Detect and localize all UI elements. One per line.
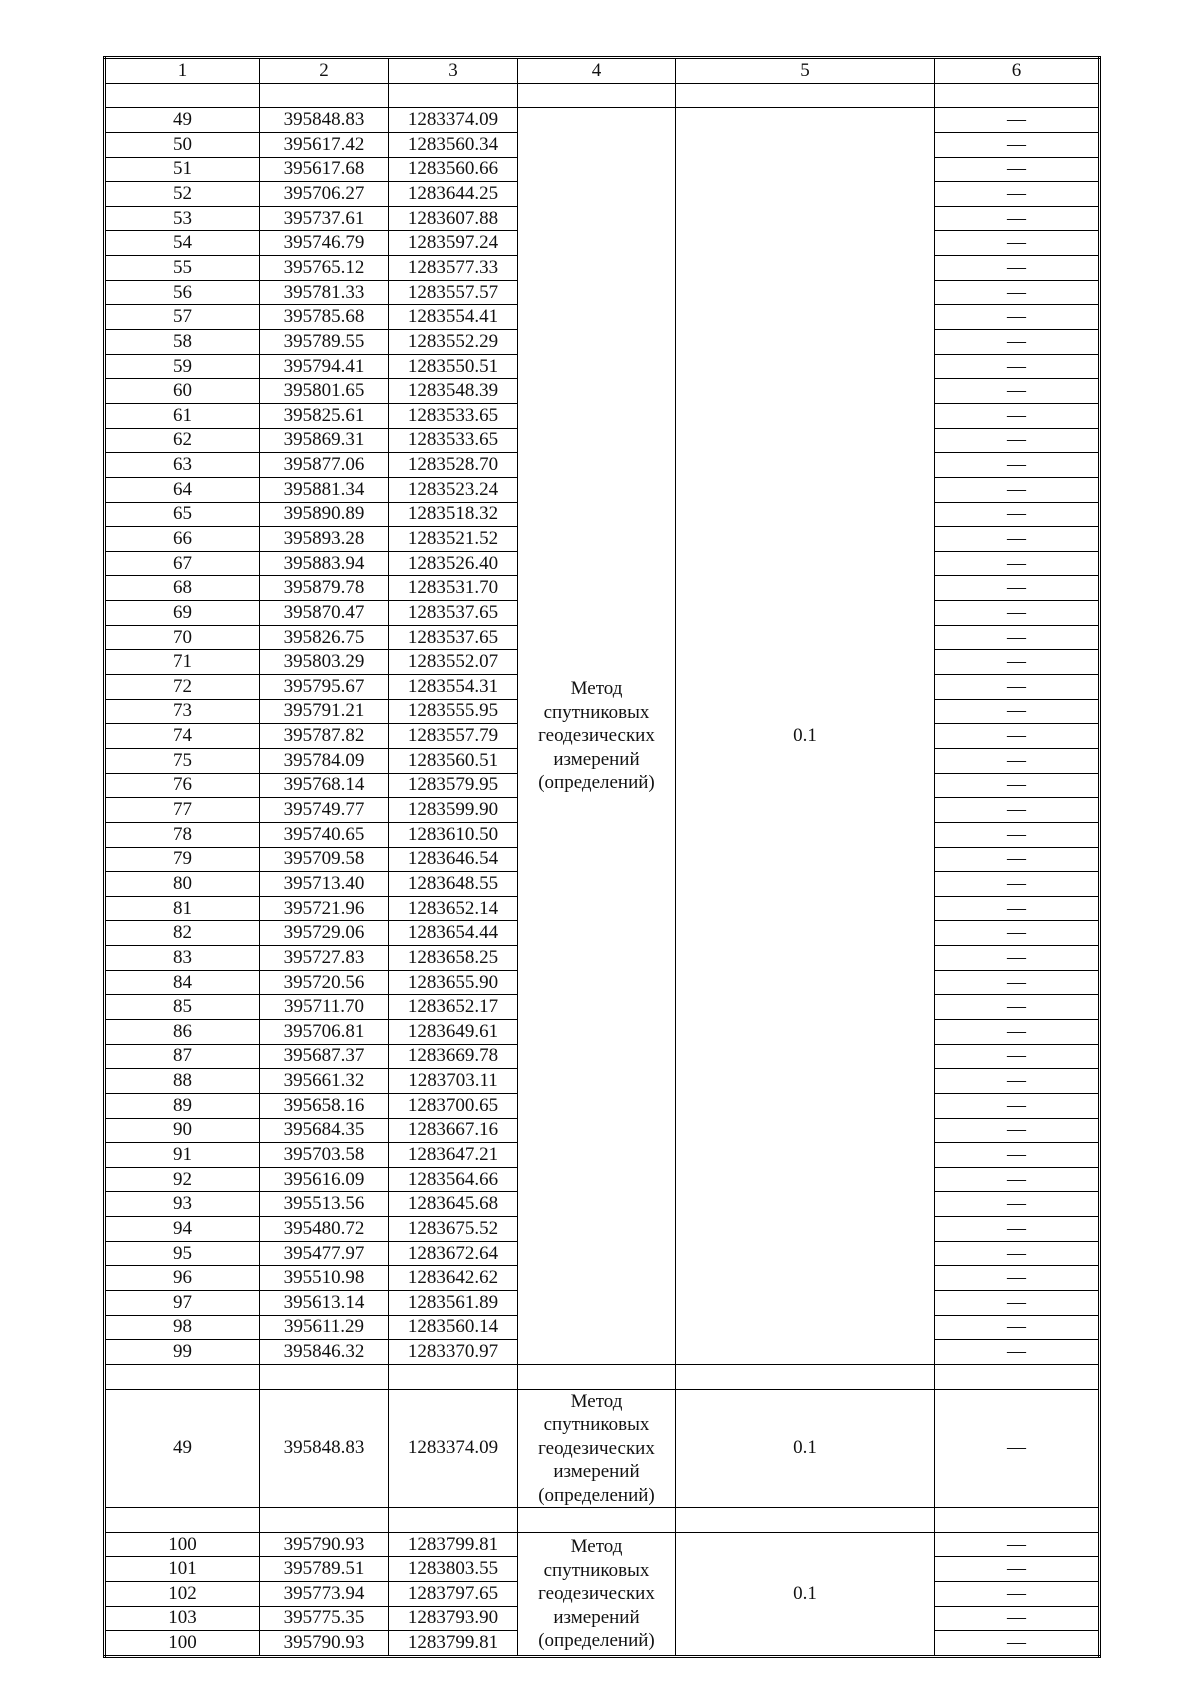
coordinate-x-cell: 395661.32: [260, 1069, 389, 1094]
description-cell: —: [935, 1557, 1100, 1582]
point-number-cell: 87: [105, 1044, 260, 1069]
description-cell: —: [935, 847, 1100, 872]
point-number-cell: 79: [105, 847, 260, 872]
description-cell: —: [935, 428, 1100, 453]
coordinate-x-cell: 395711.70: [260, 995, 389, 1020]
coordinate-y-cell: 1283799.81: [389, 1532, 518, 1557]
coordinate-x-cell: 395785.68: [260, 305, 389, 330]
coordinate-y-cell: 1283675.52: [389, 1217, 518, 1242]
coordinate-x-cell: 395720.56: [260, 970, 389, 995]
method-cell: Метод спутниковых геодезических измерений (определений): [518, 1532, 676, 1656]
empty-cell: [389, 1508, 518, 1533]
coordinate-y-cell: 1283672.64: [389, 1241, 518, 1266]
point-number-cell: 52: [105, 182, 260, 207]
point-number-cell: 88: [105, 1069, 260, 1094]
description-cell: —: [935, 1167, 1100, 1192]
description-cell: —: [935, 1291, 1100, 1316]
description-cell: —: [935, 699, 1100, 724]
coordinate-y-cell: 1283518.32: [389, 502, 518, 527]
empty-cell: [389, 1364, 518, 1389]
coordinate-x-cell: 395890.89: [260, 502, 389, 527]
coordinate-x-cell: 395790.93: [260, 1631, 389, 1657]
coordinate-x-cell: 395825.61: [260, 403, 389, 428]
description-cell: —: [935, 675, 1100, 700]
coordinate-y-cell: 1283564.66: [389, 1167, 518, 1192]
coordinate-y-cell: 1283533.65: [389, 403, 518, 428]
point-number-cell: 74: [105, 724, 260, 749]
description-cell: —: [935, 601, 1100, 626]
point-number-cell: 61: [105, 403, 260, 428]
point-number-cell: 96: [105, 1266, 260, 1291]
coordinate-y-cell: 1283526.40: [389, 551, 518, 576]
point-number-cell: 76: [105, 773, 260, 798]
empty-cell: [676, 83, 935, 108]
empty-cell: [105, 1508, 260, 1533]
description-cell: —: [935, 132, 1100, 157]
coordinate-x-cell: 395613.14: [260, 1291, 389, 1316]
coordinate-y-cell: 1283554.31: [389, 675, 518, 700]
point-number-cell: 50: [105, 132, 260, 157]
coordinate-y-cell: 1283557.79: [389, 724, 518, 749]
table-body: [105, 58, 1100, 1657]
description-cell: —: [935, 403, 1100, 428]
coordinate-x-cell: 395826.75: [260, 625, 389, 650]
coordinate-x-cell: 395709.58: [260, 847, 389, 872]
point-number-cell: 93: [105, 1192, 260, 1217]
coordinate-y-cell: 1283531.70: [389, 576, 518, 601]
point-number-cell: 69: [105, 601, 260, 626]
coordinate-y-cell: 1283533.65: [389, 428, 518, 453]
coordinate-y-cell: 1283548.39: [389, 379, 518, 404]
coordinate-y-cell: 1283667.16: [389, 1118, 518, 1143]
description-cell: —: [935, 379, 1100, 404]
description-cell: —: [935, 576, 1100, 601]
coordinate-x-cell: 395703.58: [260, 1143, 389, 1168]
point-number-cell: 89: [105, 1093, 260, 1118]
empty-cell: [676, 1508, 935, 1533]
coordinate-y-cell: 1283648.55: [389, 872, 518, 897]
coordinate-y-cell: 1283528.70: [389, 453, 518, 478]
coordinate-x-cell: 395617.42: [260, 132, 389, 157]
point-number-cell: 100: [105, 1532, 260, 1557]
empty-separator-row: [105, 83, 1100, 108]
coordinate-x-cell: 395781.33: [260, 280, 389, 305]
coordinate-x-cell: 395740.65: [260, 822, 389, 847]
point-number-cell: 100: [105, 1631, 260, 1657]
coordinate-y-cell: 1283599.90: [389, 798, 518, 823]
description-cell: —: [935, 1631, 1100, 1657]
point-number-cell: 49: [105, 108, 260, 133]
description-cell: —: [935, 921, 1100, 946]
description-cell: —: [935, 872, 1100, 897]
description-cell: —: [935, 1606, 1100, 1631]
description-cell: —: [935, 1241, 1100, 1266]
point-number-cell: 49: [105, 1389, 260, 1508]
point-number-cell: 102: [105, 1582, 260, 1607]
coordinate-y-cell: 1283655.90: [389, 970, 518, 995]
empty-cell: [389, 83, 518, 108]
point-number-cell: 97: [105, 1291, 260, 1316]
description-cell: —: [935, 1389, 1100, 1508]
coordinate-y-cell: 1283550.51: [389, 354, 518, 379]
description-cell: —: [935, 1532, 1100, 1557]
description-cell: —: [935, 108, 1100, 133]
point-number-cell: 62: [105, 428, 260, 453]
point-number-cell: 83: [105, 946, 260, 971]
point-number-cell: 70: [105, 625, 260, 650]
coordinate-y-cell: 1283649.61: [389, 1019, 518, 1044]
coordinate-x-cell: 395883.94: [260, 551, 389, 576]
coordinate-x-cell: 395775.35: [260, 1606, 389, 1631]
coordinate-y-cell: 1283793.90: [389, 1606, 518, 1631]
coordinate-x-cell: 395687.37: [260, 1044, 389, 1069]
description-cell: —: [935, 1217, 1100, 1242]
method-cell: Метод спутниковых геодезических измерений (определений): [518, 1389, 676, 1508]
coordinate-x-cell: 395784.09: [260, 748, 389, 773]
description-cell: —: [935, 256, 1100, 281]
coordinate-y-cell: 1283554.41: [389, 305, 518, 330]
coordinate-y-cell: 1283654.44: [389, 921, 518, 946]
description-cell: —: [935, 527, 1100, 552]
coordinate-x-cell: 395749.77: [260, 798, 389, 823]
table-row: [105, 108, 1100, 133]
point-number-cell: 95: [105, 1241, 260, 1266]
coordinate-y-cell: 1283642.62: [389, 1266, 518, 1291]
column-number-header: 6: [935, 58, 1100, 84]
coordinate-y-cell: 1283537.65: [389, 601, 518, 626]
point-number-cell: 101: [105, 1557, 260, 1582]
coordinate-x-cell: 395727.83: [260, 946, 389, 971]
description-cell: —: [935, 477, 1100, 502]
point-number-cell: 85: [105, 995, 260, 1020]
point-number-cell: 75: [105, 748, 260, 773]
description-cell: —: [935, 896, 1100, 921]
point-number-cell: 55: [105, 256, 260, 281]
empty-cell: [676, 1364, 935, 1389]
description-cell: —: [935, 182, 1100, 207]
description-cell: —: [935, 724, 1100, 749]
coordinate-y-cell: 1283374.09: [389, 108, 518, 133]
description-cell: —: [935, 650, 1100, 675]
point-number-cell: 65: [105, 502, 260, 527]
coordinate-x-cell: 395706.27: [260, 182, 389, 207]
point-number-cell: 91: [105, 1143, 260, 1168]
coordinate-y-cell: 1283799.81: [389, 1631, 518, 1657]
coordinate-x-cell: 395713.40: [260, 872, 389, 897]
description-cell: —: [935, 206, 1100, 231]
coordinate-y-cell: 1283537.65: [389, 625, 518, 650]
coordinate-x-cell: 395513.56: [260, 1192, 389, 1217]
point-number-cell: 58: [105, 330, 260, 355]
description-cell: —: [935, 822, 1100, 847]
description-cell: —: [935, 970, 1100, 995]
coordinate-y-cell: 1283610.50: [389, 822, 518, 847]
coordinate-y-cell: 1283652.14: [389, 896, 518, 921]
coordinate-x-cell: 395787.82: [260, 724, 389, 749]
coordinate-y-cell: 1283374.09: [389, 1389, 518, 1508]
description-cell: —: [935, 305, 1100, 330]
coordinate-x-cell: 395746.79: [260, 231, 389, 256]
point-number-cell: 81: [105, 896, 260, 921]
coordinate-x-cell: 395616.09: [260, 1167, 389, 1192]
description-cell: —: [935, 1044, 1100, 1069]
point-number-cell: 67: [105, 551, 260, 576]
column-number-header: 2: [260, 58, 389, 84]
description-cell: —: [935, 625, 1100, 650]
coordinate-y-cell: 1283561.89: [389, 1291, 518, 1316]
empty-cell: [935, 1364, 1100, 1389]
empty-cell: [518, 83, 676, 108]
description-cell: —: [935, 946, 1100, 971]
column-number-header: 1: [105, 58, 260, 84]
empty-cell: [260, 1364, 389, 1389]
coordinate-x-cell: 395765.12: [260, 256, 389, 281]
coordinate-y-cell: 1283552.07: [389, 650, 518, 675]
point-number-cell: 54: [105, 231, 260, 256]
coordinate-y-cell: 1283646.54: [389, 847, 518, 872]
coordinate-y-cell: 1283523.24: [389, 477, 518, 502]
point-number-cell: 84: [105, 970, 260, 995]
column-number-header: 4: [518, 58, 676, 84]
accuracy-cell: 0.1: [676, 1389, 935, 1508]
coordinate-x-cell: 395768.14: [260, 773, 389, 798]
coordinate-x-cell: 395795.67: [260, 675, 389, 700]
description-cell: —: [935, 453, 1100, 478]
empty-cell: [518, 1364, 676, 1389]
coordinate-y-cell: 1283555.95: [389, 699, 518, 724]
coordinates-table: [103, 56, 1101, 1658]
point-number-cell: 98: [105, 1315, 260, 1340]
description-cell: —: [935, 1266, 1100, 1291]
point-number-cell: 78: [105, 822, 260, 847]
coordinate-x-cell: 395877.06: [260, 453, 389, 478]
description-cell: —: [935, 748, 1100, 773]
empty-cell: [260, 1508, 389, 1533]
coordinate-x-cell: 395684.35: [260, 1118, 389, 1143]
coordinate-y-cell: 1283560.51: [389, 748, 518, 773]
empty-cell: [935, 1508, 1100, 1533]
point-number-cell: 63: [105, 453, 260, 478]
accuracy-cell: 0.1: [676, 108, 935, 1365]
coordinate-x-cell: 395658.16: [260, 1093, 389, 1118]
coordinate-x-cell: 395480.72: [260, 1217, 389, 1242]
empty-cell: [105, 83, 260, 108]
coordinate-x-cell: 395846.32: [260, 1340, 389, 1365]
description-cell: —: [935, 1069, 1100, 1094]
coordinate-x-cell: 395879.78: [260, 576, 389, 601]
description-cell: —: [935, 354, 1100, 379]
coordinate-x-cell: 395510.98: [260, 1266, 389, 1291]
point-number-cell: 73: [105, 699, 260, 724]
point-number-cell: 59: [105, 354, 260, 379]
description-cell: —: [935, 995, 1100, 1020]
description-cell: —: [935, 157, 1100, 182]
coordinate-y-cell: 1283797.65: [389, 1582, 518, 1607]
description-cell: —: [935, 1093, 1100, 1118]
coordinate-x-cell: 395611.29: [260, 1315, 389, 1340]
description-cell: —: [935, 1340, 1100, 1365]
point-number-cell: 82: [105, 921, 260, 946]
coordinate-x-cell: 395801.65: [260, 379, 389, 404]
point-number-cell: 51: [105, 157, 260, 182]
coordinate-y-cell: 1283652.17: [389, 995, 518, 1020]
coordinate-x-cell: 395721.96: [260, 896, 389, 921]
coordinate-y-cell: 1283552.29: [389, 330, 518, 355]
description-cell: —: [935, 1582, 1100, 1607]
point-number-cell: 72: [105, 675, 260, 700]
coordinate-y-cell: 1283370.97: [389, 1340, 518, 1365]
coordinate-y-cell: 1283700.65: [389, 1093, 518, 1118]
coordinate-x-cell: 395729.06: [260, 921, 389, 946]
accuracy-cell: 0.1: [676, 1532, 935, 1656]
coordinate-y-cell: 1283669.78: [389, 1044, 518, 1069]
coordinate-x-cell: 395848.83: [260, 1389, 389, 1508]
coordinate-x-cell: 395848.83: [260, 108, 389, 133]
point-number-cell: 56: [105, 280, 260, 305]
coordinate-x-cell: 395737.61: [260, 206, 389, 231]
coordinate-x-cell: 395789.51: [260, 1557, 389, 1582]
coordinate-y-cell: 1283521.52: [389, 527, 518, 552]
empty-cell: [518, 1508, 676, 1533]
description-cell: —: [935, 280, 1100, 305]
point-number-cell: 94: [105, 1217, 260, 1242]
empty-separator-row: [105, 1364, 1100, 1389]
description-cell: —: [935, 1118, 1100, 1143]
description-cell: —: [935, 231, 1100, 256]
point-number-cell: 64: [105, 477, 260, 502]
table-row: [105, 1389, 1100, 1508]
coordinate-y-cell: 1283557.57: [389, 280, 518, 305]
empty-cell: [935, 83, 1100, 108]
description-cell: —: [935, 502, 1100, 527]
coordinate-y-cell: 1283560.14: [389, 1315, 518, 1340]
coordinate-x-cell: 395789.55: [260, 330, 389, 355]
point-number-cell: 60: [105, 379, 260, 404]
coordinate-x-cell: 395794.41: [260, 354, 389, 379]
description-cell: —: [935, 1019, 1100, 1044]
description-cell: —: [935, 551, 1100, 576]
point-number-cell: 86: [105, 1019, 260, 1044]
point-number-cell: 99: [105, 1340, 260, 1365]
coordinate-y-cell: 1283579.95: [389, 773, 518, 798]
point-number-cell: 103: [105, 1606, 260, 1631]
table-row: [105, 1532, 1100, 1557]
empty-cell: [105, 1364, 260, 1389]
coordinate-y-cell: 1283644.25: [389, 182, 518, 207]
coordinate-y-cell: 1283597.24: [389, 231, 518, 256]
coordinate-x-cell: 395869.31: [260, 428, 389, 453]
coordinate-y-cell: 1283560.66: [389, 157, 518, 182]
description-cell: —: [935, 798, 1100, 823]
coordinate-y-cell: 1283703.11: [389, 1069, 518, 1094]
description-cell: —: [935, 1192, 1100, 1217]
point-number-cell: 57: [105, 305, 260, 330]
description-cell: —: [935, 330, 1100, 355]
point-number-cell: 90: [105, 1118, 260, 1143]
coordinate-x-cell: 395791.21: [260, 699, 389, 724]
header-row: [105, 58, 1100, 84]
coordinate-y-cell: 1283560.34: [389, 132, 518, 157]
description-cell: —: [935, 1315, 1100, 1340]
coordinate-x-cell: 395893.28: [260, 527, 389, 552]
description-cell: —: [935, 773, 1100, 798]
empty-cell: [260, 83, 389, 108]
point-number-cell: 80: [105, 872, 260, 897]
point-number-cell: 68: [105, 576, 260, 601]
point-number-cell: 66: [105, 527, 260, 552]
coordinate-y-cell: 1283645.68: [389, 1192, 518, 1217]
point-number-cell: 71: [105, 650, 260, 675]
point-number-cell: 53: [105, 206, 260, 231]
coordinate-y-cell: 1283647.21: [389, 1143, 518, 1168]
coordinate-x-cell: 395803.29: [260, 650, 389, 675]
method-cell: Метод спутниковых геодезических измерений (определений): [518, 108, 676, 1365]
coordinate-y-cell: 1283803.55: [389, 1557, 518, 1582]
coordinate-y-cell: 1283577.33: [389, 256, 518, 281]
coordinate-x-cell: 395790.93: [260, 1532, 389, 1557]
column-number-header: 3: [389, 58, 518, 84]
empty-separator-row: [105, 1508, 1100, 1533]
coordinate-x-cell: 395477.97: [260, 1241, 389, 1266]
point-number-cell: 77: [105, 798, 260, 823]
column-number-header: 5: [676, 58, 935, 84]
coordinate-y-cell: 1283607.88: [389, 206, 518, 231]
coordinate-y-cell: 1283658.25: [389, 946, 518, 971]
description-cell: —: [935, 1143, 1100, 1168]
coordinate-x-cell: 395617.68: [260, 157, 389, 182]
point-number-cell: 92: [105, 1167, 260, 1192]
coordinate-x-cell: 395870.47: [260, 601, 389, 626]
coordinate-x-cell: 395706.81: [260, 1019, 389, 1044]
coordinate-x-cell: 395773.94: [260, 1582, 389, 1607]
coordinate-x-cell: 395881.34: [260, 477, 389, 502]
